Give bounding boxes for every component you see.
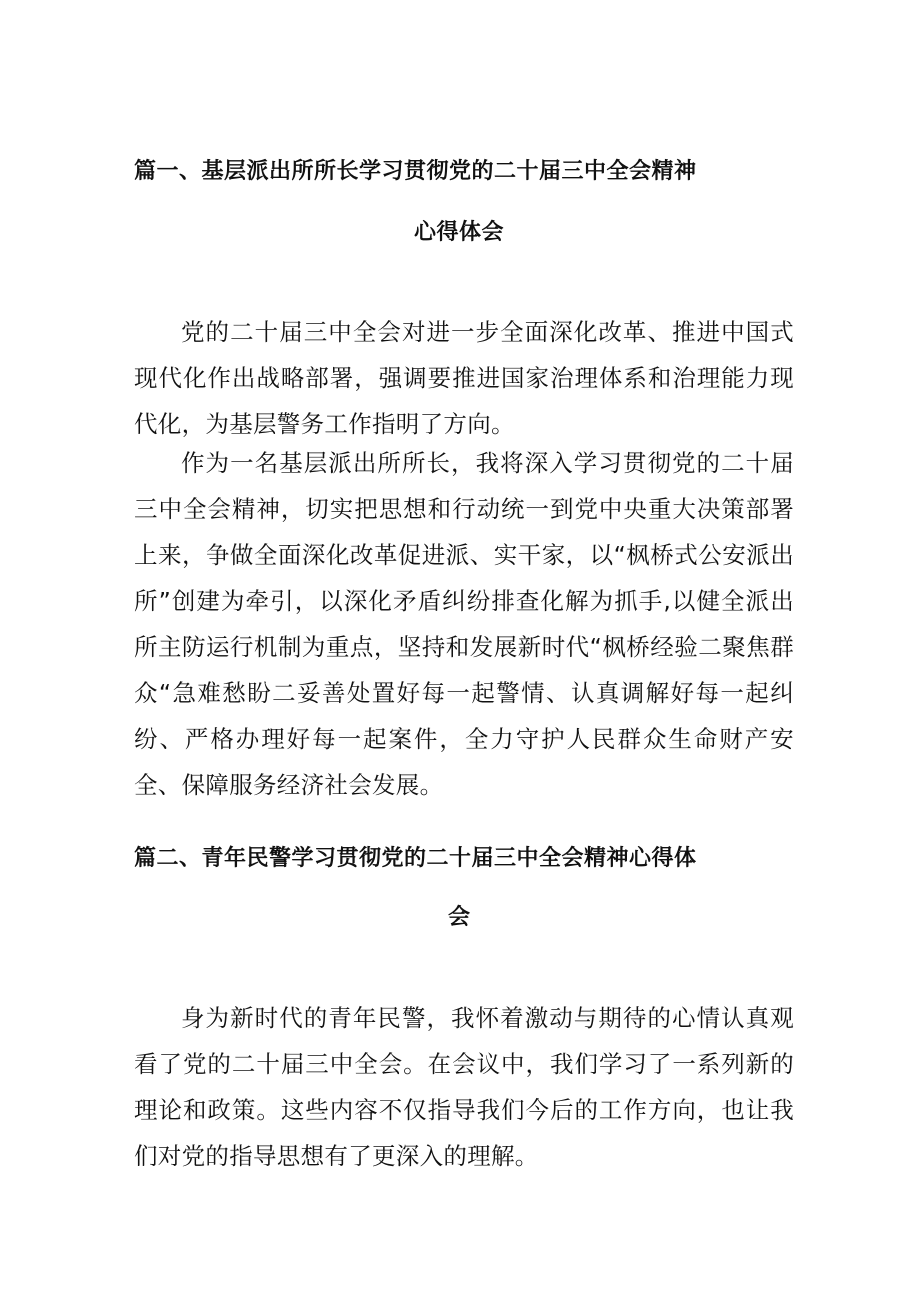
section1-heading-line1: 篇一、基层派出所所长学习贯彻党的二十届三中全会精神 <box>134 159 697 184</box>
section2-paragraph-1: 身为新时代的青年民警，我怀着激动与期待的心情认真观看了党的二十届三中全会。在会议中，我们学习了一系列新的理论和政策。这些内容不仅指导我们今后的工作方向，也让我们对党的指导思想有了更深入的理解。 <box>134 1004 794 1170</box>
section1-heading-line2: 心得体会 <box>414 220 505 245</box>
section1-paragraph-1: 党的二十届三中全会对进一步全面深化改革、推进中国式现代化作出战略部署，强调要推进国家治理体系和治理能力现代化，为基层警务工作指明了方向。 <box>134 318 794 438</box>
section2-heading-line1: 篇二、青年民警学习贯彻党的二十届三中全会精神心得体 <box>134 846 697 871</box>
section1-paragraph-2: 作为一名基层派出所所长，我将深入学习贯彻党的二十届三中全会精神，切实把思想和行动统一到党中央重大决策部署上来，争做全面深化改革促进派、实干家，以“枫桥式公安派出所”创建为牵引，以深化矛盾纠纷排查化解为抓手,以健全派出所主防运行机制为重点，坚持和发展新时代“枫桥经验二聚焦群众“急难愁盼二妥善处置好每一起警情、认真调解好每一起纠纷、严格办理好每一起案件，全力守护人民群众生命财产安全、保障服务经济社会发展。 <box>134 449 794 799</box>
section2-heading-line2: 会 <box>448 905 471 930</box>
